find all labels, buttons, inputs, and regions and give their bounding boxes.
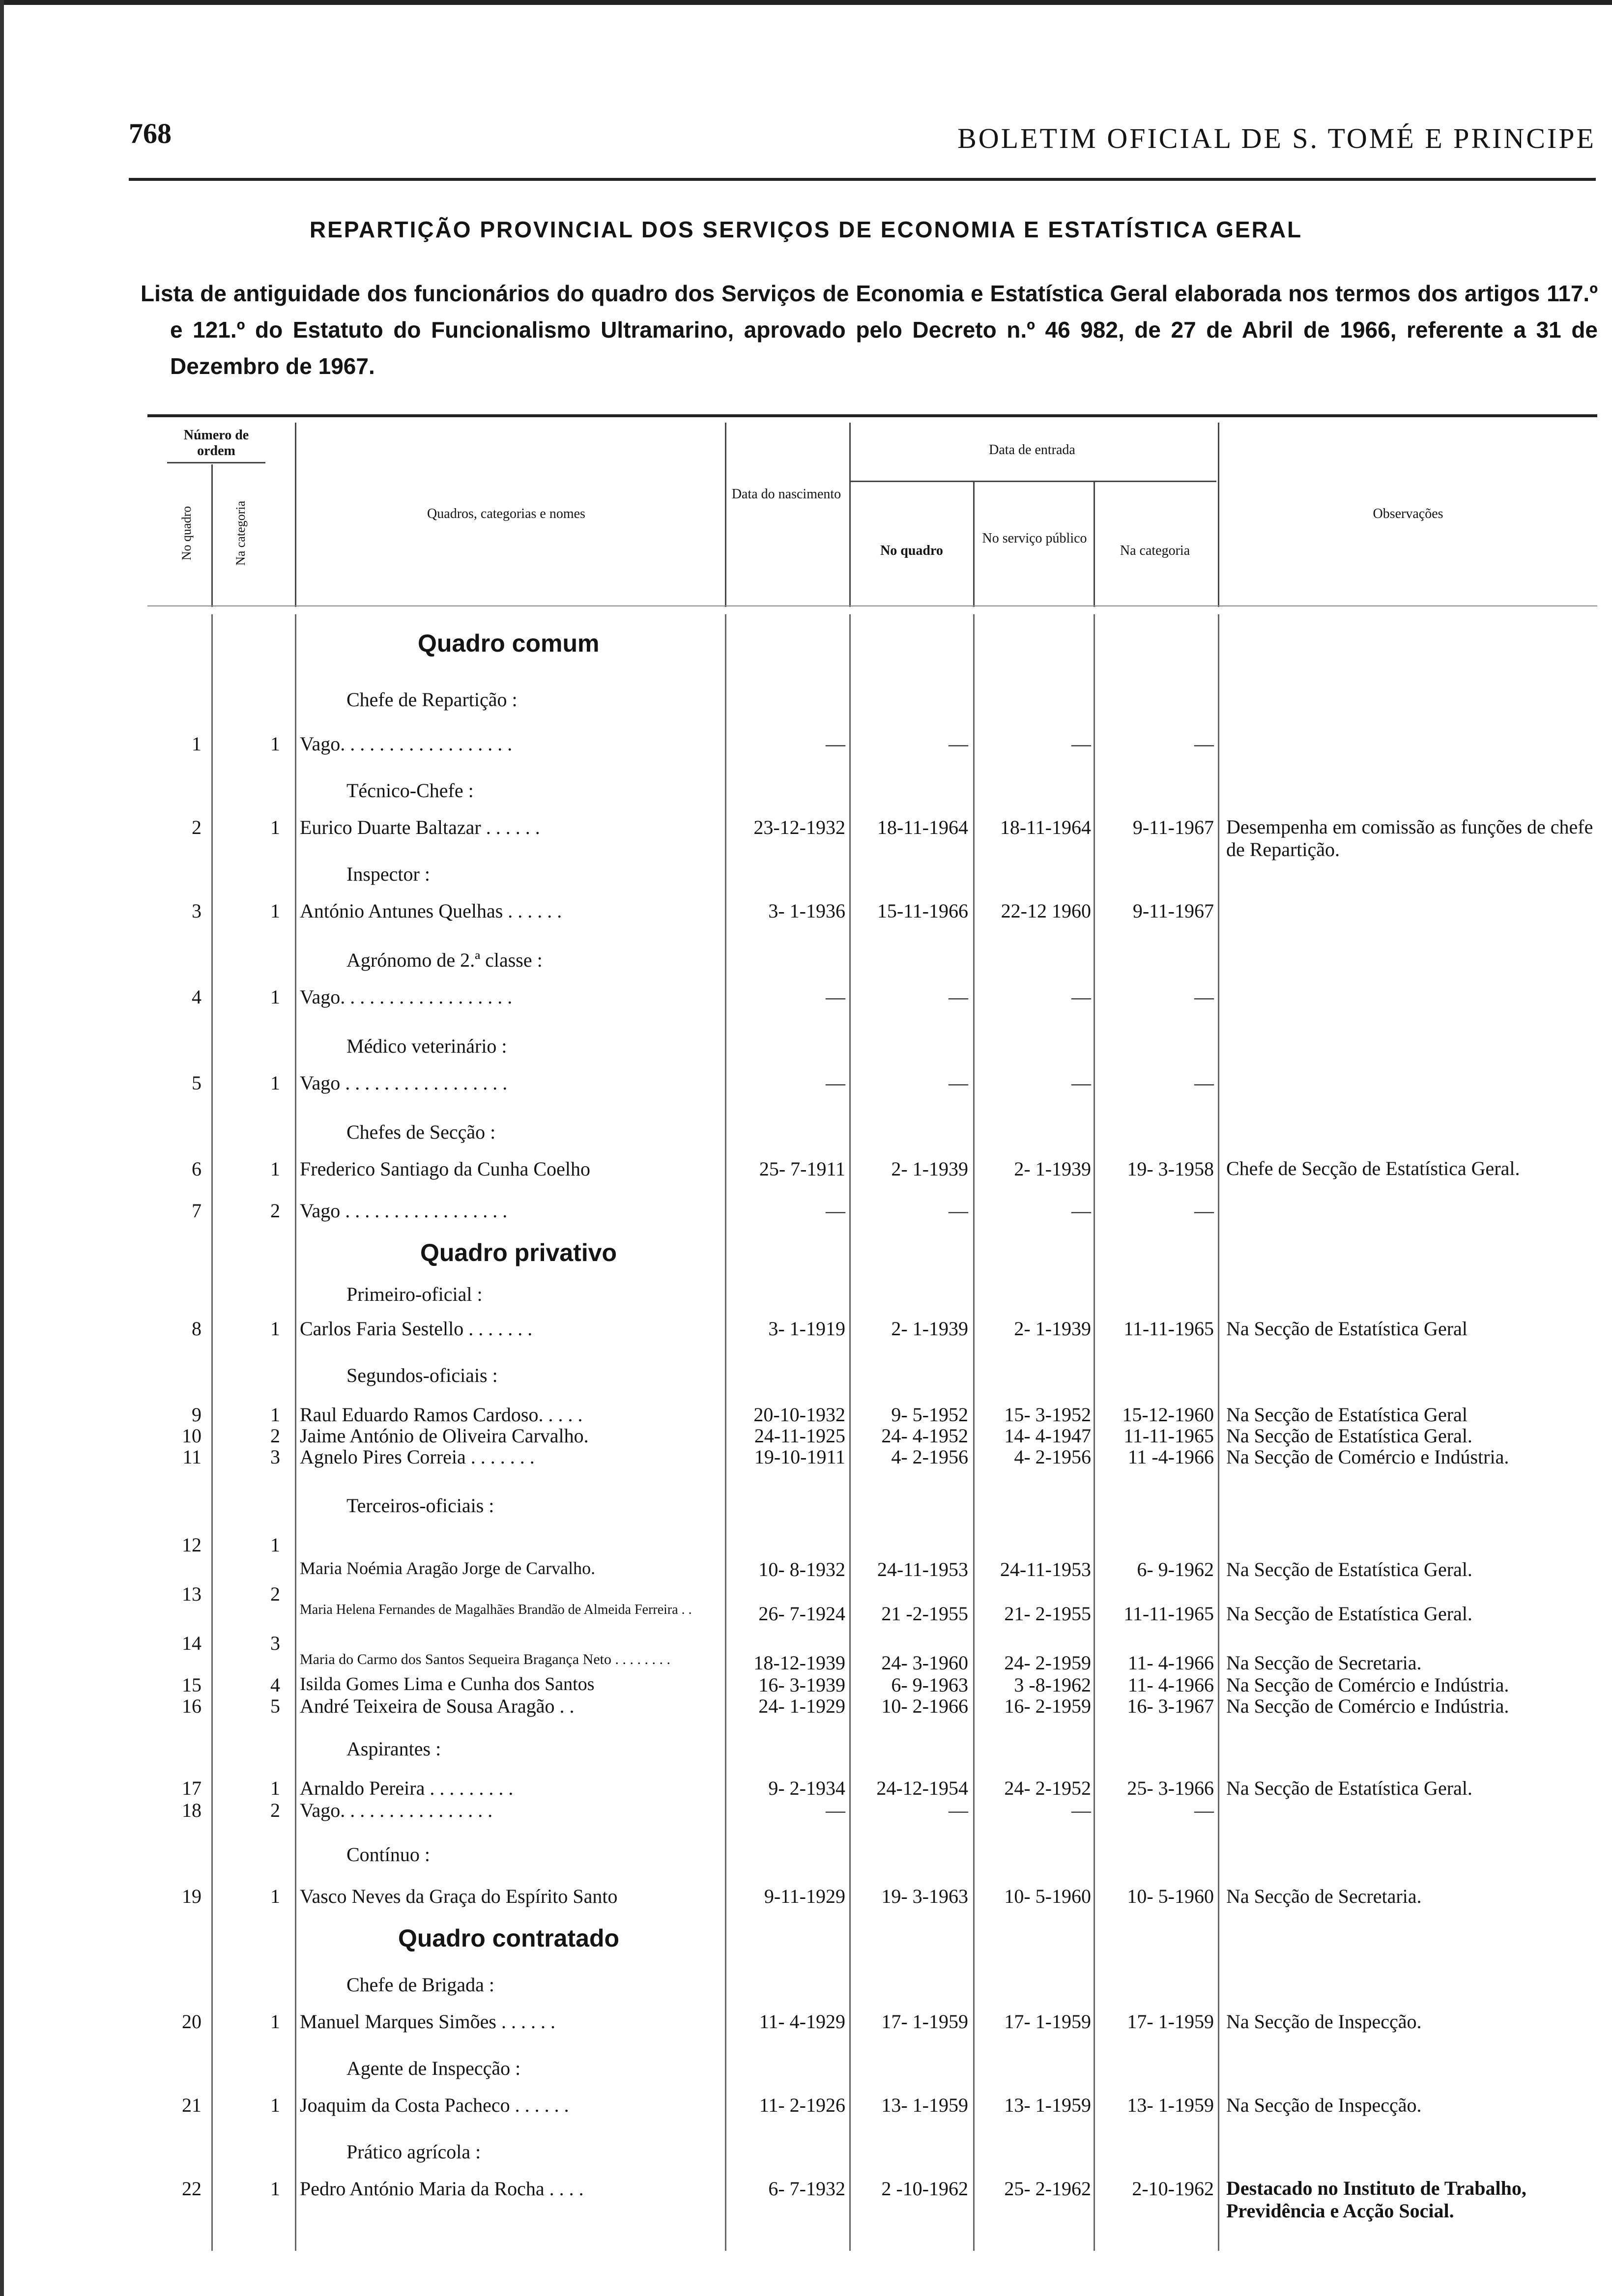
cell-observacoes: Na Secção de Secretaria. xyxy=(1226,1652,1422,1674)
cell-birth: 19-10-1911 xyxy=(754,1446,845,1468)
cell-entry-quadro: 15-11-1966 xyxy=(877,900,968,922)
cell-entry-quadro: 24- 3-1960 xyxy=(881,1652,968,1674)
cell-entry-categoria: 17- 1-1959 xyxy=(1127,2010,1214,2033)
cell-birth: 24-11-1925 xyxy=(754,1425,845,1447)
category-medico: Médico veterinário : xyxy=(346,1035,507,1057)
cell-na-categoria: 1 xyxy=(270,1777,280,1799)
cell-observacoes: Na Secção de Comércio e Indústria. xyxy=(1226,1674,1509,1696)
header-na-categoria: Na categoria xyxy=(233,500,248,566)
cell-birth: 18-12-1939 xyxy=(753,1652,845,1674)
cell-entry-servico: — xyxy=(1071,1072,1091,1094)
body-col-line xyxy=(1218,614,1219,2251)
cell-entry-servico: 14- 4-1947 xyxy=(1004,1425,1091,1447)
cell-entry-servico: 15- 3-1952 xyxy=(1004,1404,1091,1426)
cell-na-categoria: 1 xyxy=(270,2010,280,2033)
category-terceiros-oficiais: Terceiros-oficiais : xyxy=(346,1494,494,1517)
category-aspirantes: Aspirantes : xyxy=(346,1738,441,1760)
header-numero-ordem: Número de ordem xyxy=(183,428,249,459)
cell-na-categoria: 1 xyxy=(270,1318,280,1340)
category-tecnico-chefe: Técnico-Chefe : xyxy=(346,779,474,802)
cell-observacoes: Na Secção de Estatística Geral xyxy=(1226,1318,1468,1340)
cell-birth: 25- 7-1911 xyxy=(759,1158,845,1180)
cell-entry-servico: 21- 2-1955 xyxy=(1004,1603,1091,1625)
cell-entry-categoria: 25- 3-1966 xyxy=(1127,1777,1214,1799)
cell-entry-servico: 24- 2-1952 xyxy=(1004,1777,1091,1799)
cell-entry-quadro: — xyxy=(949,1799,968,1821)
cell-name: Carlos Faria Sestello . . . . . . . xyxy=(300,1318,533,1340)
cell-birth: 11- 2-1926 xyxy=(759,2094,845,2116)
cell-no-quadro: 14 xyxy=(182,1632,202,1654)
cell-na-categoria: 3 xyxy=(270,1632,280,1654)
section-quadro-contratado: Quadro contratado xyxy=(398,1924,620,1952)
cell-entry-categoria: 11-11-1965 xyxy=(1123,1425,1214,1447)
cell-entry-categoria: — xyxy=(1194,1200,1214,1222)
top-border-rule xyxy=(0,0,1612,5)
cell-na-categoria: 1 xyxy=(270,1158,280,1180)
cell-name: Joaquim da Costa Pacheco . . . . . . xyxy=(300,2094,569,2116)
cell-entry-quadro: 6- 9-1963 xyxy=(891,1674,968,1696)
cell-entry-servico: — xyxy=(1071,986,1091,1008)
cell-entry-quadro: 21 -2-1955 xyxy=(881,1603,968,1625)
header-data-entrada: Data de entrada xyxy=(989,442,1075,458)
cell-observacoes: Na Secção de Comércio e Indústria. xyxy=(1226,1446,1509,1468)
cell-entry-categoria: 9-11-1967 xyxy=(1132,900,1214,922)
cell-name: Vago. . . . . . . . . . . . . . . . . . xyxy=(300,986,513,1008)
left-border-edge xyxy=(0,0,4,2296)
category-chefe-reparticao: Chefe de Repartição : xyxy=(346,689,518,711)
cell-observacoes: Destacado no Instituto de Trabalho, Previdência e Acção Social. xyxy=(1226,2177,1526,2222)
cell-entry-categoria: 11- 4-1966 xyxy=(1127,1674,1214,1696)
page-number: 768 xyxy=(129,117,172,149)
body-col-line xyxy=(295,614,296,2251)
section-quadro-comum: Quadro comum xyxy=(418,630,600,657)
cell-entry-quadro: 2- 1-1939 xyxy=(891,1318,968,1340)
cell-no-quadro: 20 xyxy=(182,2010,202,2033)
header-divider xyxy=(850,481,1216,482)
cell-entry-servico: 18-11-1964 xyxy=(1000,816,1091,838)
cell-entry-quadro: 2 -10-1962 xyxy=(881,2178,968,2200)
cell-entry-quadro: — xyxy=(949,1072,968,1094)
cell-na-categoria: 3 xyxy=(270,1446,280,1468)
cell-entry-servico: — xyxy=(1071,733,1091,755)
cell-name: Maria Noémia Aragão Jorge de Carvalho. xyxy=(300,1558,596,1578)
header-na-categoria-entrada: Na categoria xyxy=(1120,543,1190,558)
cell-entry-categoria: 11-11-1965 xyxy=(1123,1603,1214,1625)
cell-name: Manuel Marques Simões . . . . . . xyxy=(300,2010,555,2033)
cell-no-quadro: 5 xyxy=(192,1072,202,1094)
cell-entry-servico: 3 -8-1962 xyxy=(1014,1674,1091,1696)
cell-no-quadro: 6 xyxy=(192,1158,202,1180)
cell-entry-categoria: — xyxy=(1194,1072,1214,1094)
category-chefes-seccao: Chefes de Secção : xyxy=(346,1121,496,1143)
cell-na-categoria: 1 xyxy=(270,816,280,838)
cell-no-quadro: 4 xyxy=(192,986,202,1008)
department-title: REPARTIÇÃO PROVINCIAL DOS SERVIÇOS DE ECONOMIA E ESTATÍSTICA GERAL xyxy=(309,217,1303,242)
cell-na-categoria: 1 xyxy=(270,2094,280,2116)
cell-na-categoria: 1 xyxy=(270,733,280,755)
page-header xyxy=(129,112,1596,161)
cell-observacoes: Na Secção de Inspecção. xyxy=(1226,2010,1422,2033)
cell-birth: 26- 7-1924 xyxy=(758,1603,845,1625)
header-quadros: Quadros, categorias e nomes xyxy=(427,506,585,521)
cell-entry-servico: 16- 2-1959 xyxy=(1004,1695,1091,1717)
cell-entry-categoria: — xyxy=(1194,1799,1214,1821)
cell-observacoes: Desempenha em comissão as funções de chefe de Repartição. xyxy=(1226,816,1593,861)
header-rule xyxy=(129,178,1596,181)
cell-no-quadro: 2 xyxy=(192,816,202,838)
cell-birth: 9-11-1929 xyxy=(764,1885,845,1907)
cell-name: André Teixeira de Sousa Aragão . . xyxy=(300,1695,575,1717)
body-col-line xyxy=(1094,614,1095,2251)
cell-entry-categoria: 11 -4-1966 xyxy=(1127,1446,1214,1468)
cell-na-categoria: 2 xyxy=(270,1425,280,1447)
category-primeiro-oficial: Primeiro-oficial : xyxy=(346,1283,483,1305)
cell-name: António Antunes Quelhas . . . . . . xyxy=(300,900,562,922)
category-inspector: Inspector : xyxy=(346,863,430,885)
cell-birth: 3- 1-1919 xyxy=(768,1318,845,1340)
cell-name: Vago. . . . . . . . . . . . . . . . xyxy=(300,1799,493,1821)
category-segundos-oficiais: Segundos-oficiais : xyxy=(346,1364,498,1386)
header-col-line xyxy=(725,423,726,607)
cell-entry-categoria: 6- 9-1962 xyxy=(1137,1558,1214,1580)
cell-observacoes: Na Secção de Inspecção. xyxy=(1226,2094,1422,2116)
cell-entry-quadro: 10- 2-1966 xyxy=(881,1695,968,1717)
header-divider xyxy=(167,462,265,463)
cell-na-categoria: 1 xyxy=(270,1404,280,1426)
cell-observacoes: Na Secção de Estatística Geral xyxy=(1226,1404,1468,1426)
cell-entry-servico: 4- 2-1956 xyxy=(1014,1446,1091,1468)
cell-na-categoria: 2 xyxy=(270,1799,280,1821)
cell-entry-quadro: 9- 5-1952 xyxy=(891,1404,968,1426)
cell-name: Vasco Neves da Graça do Espírito Santo xyxy=(300,1885,618,1907)
cell-name: Arnaldo Pereira . . . . . . . . . xyxy=(300,1777,514,1799)
cell-name: Vago. . . . . . . . . . . . . . . . . . xyxy=(300,733,513,755)
cell-entry-categoria: 13- 1-1959 xyxy=(1127,2094,1214,2116)
intro-paragraph xyxy=(141,275,1598,384)
cell-birth: 10- 8-1932 xyxy=(758,1558,845,1580)
cell-na-categoria: 1 xyxy=(270,1885,280,1907)
category-pratico-agricola: Prático agrícola : xyxy=(346,2141,481,2163)
header-col-line xyxy=(295,423,296,607)
category-continuo: Contínuo : xyxy=(346,1843,431,1866)
cell-name: Maria Helena Fernandes de Magalhães Brandão de Almeida Ferreira . . xyxy=(300,1602,692,1617)
journal-title: BOLETIM OFICIAL DE S. TOMÉ E PRINCIPE xyxy=(957,122,1596,154)
cell-entry-servico: 13- 1-1959 xyxy=(1004,2094,1091,2116)
cell-na-categoria: 5 xyxy=(270,1695,280,1717)
cell-no-quadro: 22 xyxy=(182,2178,202,2200)
cell-observacoes: Na Secção de Comércio e Indústria. xyxy=(1226,1695,1509,1717)
cell-entry-categoria: 10- 5-1960 xyxy=(1127,1885,1214,1907)
cell-birth: 20-10-1932 xyxy=(753,1404,845,1426)
cell-entry-quadro: 2- 1-1939 xyxy=(891,1158,968,1180)
cell-entry-quadro: 19- 3-1963 xyxy=(881,1885,968,1907)
cell-entry-categoria: 16- 3-1967 xyxy=(1127,1695,1214,1717)
cell-name: Maria do Carmo dos Santos Sequeira Bragança Neto . . . . . . . . xyxy=(300,1651,670,1667)
cell-na-categoria: 1 xyxy=(270,986,280,1008)
cell-entry-quadro: 24- 4-1952 xyxy=(881,1425,968,1447)
cell-entry-categoria: 9-11-1967 xyxy=(1132,816,1214,838)
cell-na-categoria: 1 xyxy=(270,900,280,922)
cell-birth: 9- 2-1934 xyxy=(768,1777,845,1799)
cell-na-categoria: 2 xyxy=(270,1200,280,1222)
cell-observacoes: Na Secção de Secretaria. xyxy=(1226,1885,1422,1907)
cell-entry-categoria: 11- 4-1966 xyxy=(1127,1652,1214,1674)
cell-name: Jaime António de Oliveira Carvalho. xyxy=(300,1425,589,1447)
cell-no-quadro: 16 xyxy=(182,1695,202,1717)
cell-no-quadro: 21 xyxy=(182,2094,202,2116)
cell-birth: 16- 3-1939 xyxy=(758,1674,845,1696)
header-no-servico: No serviço público xyxy=(982,531,1087,546)
cell-no-quadro: 3 xyxy=(192,900,202,922)
cell-na-categoria: 2 xyxy=(270,1583,280,1605)
cell-no-quadro: 8 xyxy=(192,1318,202,1340)
cell-no-quadro: 12 xyxy=(182,1534,202,1556)
cell-birth: — xyxy=(826,1799,845,1821)
cell-na-categoria: 1 xyxy=(270,2178,280,2200)
cell-entry-categoria: 15-12-1960 xyxy=(1122,1404,1214,1426)
cell-no-quadro: 7 xyxy=(192,1200,202,1222)
cell-name: Pedro António Maria da Rocha . . . . xyxy=(300,2178,584,2200)
cell-entry-quadro: 24-12-1954 xyxy=(876,1777,968,1799)
cell-name: Frederico Santiago da Cunha Coelho xyxy=(300,1158,590,1180)
cell-entry-quadro: 17- 1-1959 xyxy=(881,2010,968,2033)
cell-entry-quadro: 4- 2-1956 xyxy=(891,1446,968,1468)
category-agronomo: Agrónomo de 2.ª classe : xyxy=(346,949,543,971)
cell-observacoes: Chefe de Secção de Estatística Geral. xyxy=(1226,1157,1520,1179)
cell-entry-quadro: 24-11-1953 xyxy=(877,1558,968,1580)
cell-na-categoria: 1 xyxy=(270,1534,280,1556)
cell-entry-quadro: — xyxy=(949,733,968,755)
cell-birth: — xyxy=(826,1200,845,1222)
header-col-line xyxy=(973,482,975,607)
cell-birth: — xyxy=(826,1072,845,1094)
header-col-line xyxy=(211,464,213,607)
cell-name: Vago . . . . . . . . . . . . . . . . . xyxy=(300,1200,508,1222)
cell-entry-servico: 2- 1-1939 xyxy=(1014,1158,1091,1180)
cell-name: Raul Eduardo Ramos Cardoso. . . . . xyxy=(300,1404,583,1426)
cell-birth: — xyxy=(826,733,845,755)
cell-observacoes: Na Secção de Estatística Geral. xyxy=(1226,1425,1472,1447)
cell-entry-servico: 25- 2-1962 xyxy=(1004,2178,1091,2200)
cell-entry-servico: 22-12 1960 xyxy=(1001,900,1091,922)
cell-entry-servico: 24-11-1953 xyxy=(1000,1558,1091,1580)
table-top-rule xyxy=(147,414,1597,417)
cell-no-quadro: 15 xyxy=(182,1674,202,1696)
cell-observacoes: Na Secção de Estatística Geral. xyxy=(1226,1777,1472,1799)
cell-entry-categoria: — xyxy=(1194,733,1214,755)
cell-entry-categoria: 19- 3-1958 xyxy=(1127,1158,1214,1180)
category-chefe-brigada: Chefe de Brigada : xyxy=(346,1974,494,1996)
cell-entry-quadro: 18-11-1964 xyxy=(877,816,968,838)
cell-no-quadro: 1 xyxy=(192,733,202,755)
cell-name: Agnelo Pires Correia . . . . . . . xyxy=(300,1446,535,1468)
cell-entry-categoria: 11-11-1965 xyxy=(1123,1318,1214,1340)
cell-no-quadro: 18 xyxy=(182,1799,202,1821)
header-col-line xyxy=(1094,482,1095,607)
cell-birth: 6- 7-1932 xyxy=(768,2178,845,2200)
cell-na-categoria: 1 xyxy=(270,1072,280,1094)
cell-na-categoria: 4 xyxy=(270,1674,280,1696)
header-data-nascimento: Data do nascimento xyxy=(731,487,841,502)
cell-entry-servico: 10- 5-1960 xyxy=(1004,1885,1091,1907)
cell-name: Vago . . . . . . . . . . . . . . . . . xyxy=(300,1072,508,1094)
cell-name: Isilda Gomes Lima e Cunha dos Santos xyxy=(300,1674,595,1694)
cell-no-quadro: 17 xyxy=(182,1777,202,1799)
intro-text: Lista de antiguidade dos funcionários do quadro dos Serviços de Economia e Estatística Geral elaborada nos termos dos artigos 117.º e 121.º do Estatuto do Funcionalismo Ultramarino, aprovado pelo Decreto n.º 46 982, de 27 de Abril de 1966, referente a 31 de Dezembro de 1967. xyxy=(141,281,1598,379)
cell-entry-quadro: 13- 1-1959 xyxy=(881,2094,968,2116)
cell-birth: 23-12-1932 xyxy=(753,816,845,838)
cell-entry-servico: — xyxy=(1071,1799,1091,1821)
cell-entry-categoria: — xyxy=(1194,986,1214,1008)
cell-no-quadro: 19 xyxy=(182,1885,202,1907)
header-observacoes: Observações xyxy=(1373,506,1443,521)
cell-observacoes: Na Secção de Estatística Geral. xyxy=(1226,1558,1472,1580)
section-quadro-privativo: Quadro privativo xyxy=(420,1239,617,1266)
cell-birth: 3- 1-1936 xyxy=(768,900,845,922)
header-bottom-line xyxy=(147,605,1597,606)
cell-entry-servico: 17- 1-1959 xyxy=(1004,2010,1091,2033)
cell-birth: 24- 1-1929 xyxy=(758,1695,845,1717)
cell-entry-servico: 24- 2-1959 xyxy=(1004,1652,1091,1674)
cell-entry-quadro: — xyxy=(949,986,968,1008)
table-body xyxy=(147,614,1597,2251)
cell-entry-servico: 2- 1-1939 xyxy=(1014,1318,1091,1340)
cell-observacoes: Na Secção de Estatística Geral. xyxy=(1226,1603,1472,1625)
cell-no-quadro: 13 xyxy=(182,1583,202,1605)
header-col-line xyxy=(1218,423,1219,607)
cell-no-quadro: 10 xyxy=(182,1425,202,1447)
cell-birth: — xyxy=(826,986,845,1008)
cell-name: Eurico Duarte Baltazar . . . . . . xyxy=(300,816,540,838)
cell-entry-categoria: 2-10-1962 xyxy=(1132,2178,1214,2200)
category-agente-inspeccao: Agente de Inspecção : xyxy=(346,2057,521,2079)
header-no-quadro-entrada: No quadro xyxy=(880,543,943,558)
cell-no-quadro: 11 xyxy=(182,1446,202,1468)
cell-entry-quadro: — xyxy=(949,1200,968,1222)
table-header xyxy=(147,423,1597,609)
header-no-quadro: No quadro xyxy=(179,506,194,561)
cell-no-quadro: 9 xyxy=(192,1404,202,1426)
cell-birth: 11- 4-1929 xyxy=(759,2010,845,2033)
cell-entry-servico: — xyxy=(1071,1200,1091,1222)
